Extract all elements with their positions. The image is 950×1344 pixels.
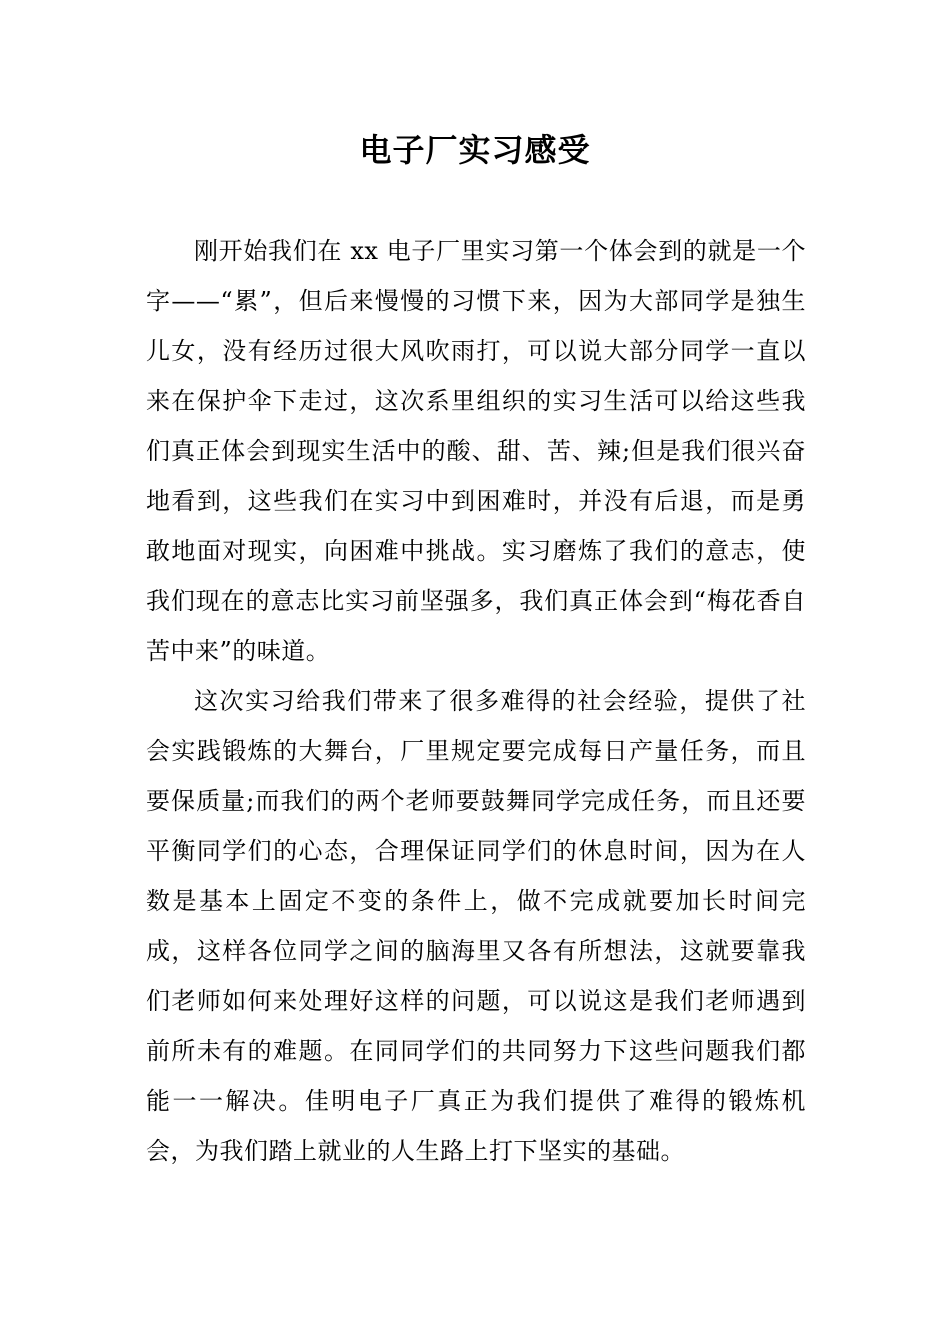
paragraph-1: 刚开始我们在 xx 电子厂里实习第一个体会到的就是一个字——“累”，但后来慢慢的习惯下来，因为大部同学是独生儿女，没有经历过很大风吹雨打，可以说大部分同学一直以来在保护伞下走过，这次系里组织的实习生活可以给这些我们真正体会到现实生活中的酸、甜、苦、辣;但是我们很兴奋地看到，这些我们在实习中到困难时，并没有后退，而是勇敢地面对现实，向困难中挑战。实习磨炼了我们的意志，使我们现在的意志比实习前坚强多，我们真正体会到“梅花香自苦中来”的味道。 xyxy=(146,237,806,665)
document-title: 电子厂实习感受 xyxy=(359,131,591,169)
document-body xyxy=(146,226,806,1176)
paragraph-2: 这次实习给我们带来了很多难得的社会经验，提供了社会实践锻炼的大舞台，厂里规定要完成每日产量任务，而且要保质量;而我们的两个老师要鼓舞同学完成任务，而且还要平衡同学们的心态，合理保证同学们的休息时间，因为在人数是基本上固定不变的条件上，做不完成就要加长时间完成，这样各位同学之间的脑海里又各有所想法，这就要靠我们老师如何来处理好这样的问题，可以说这是我们老师遇到前所未有的难题。在同同学们的共同努力下这些问题我们都能一一解决。佳明电子厂真正为我们提供了难得的锻炼机会，为我们踏上就业的人生路上打下坚实的基础。 xyxy=(146,687,806,1165)
